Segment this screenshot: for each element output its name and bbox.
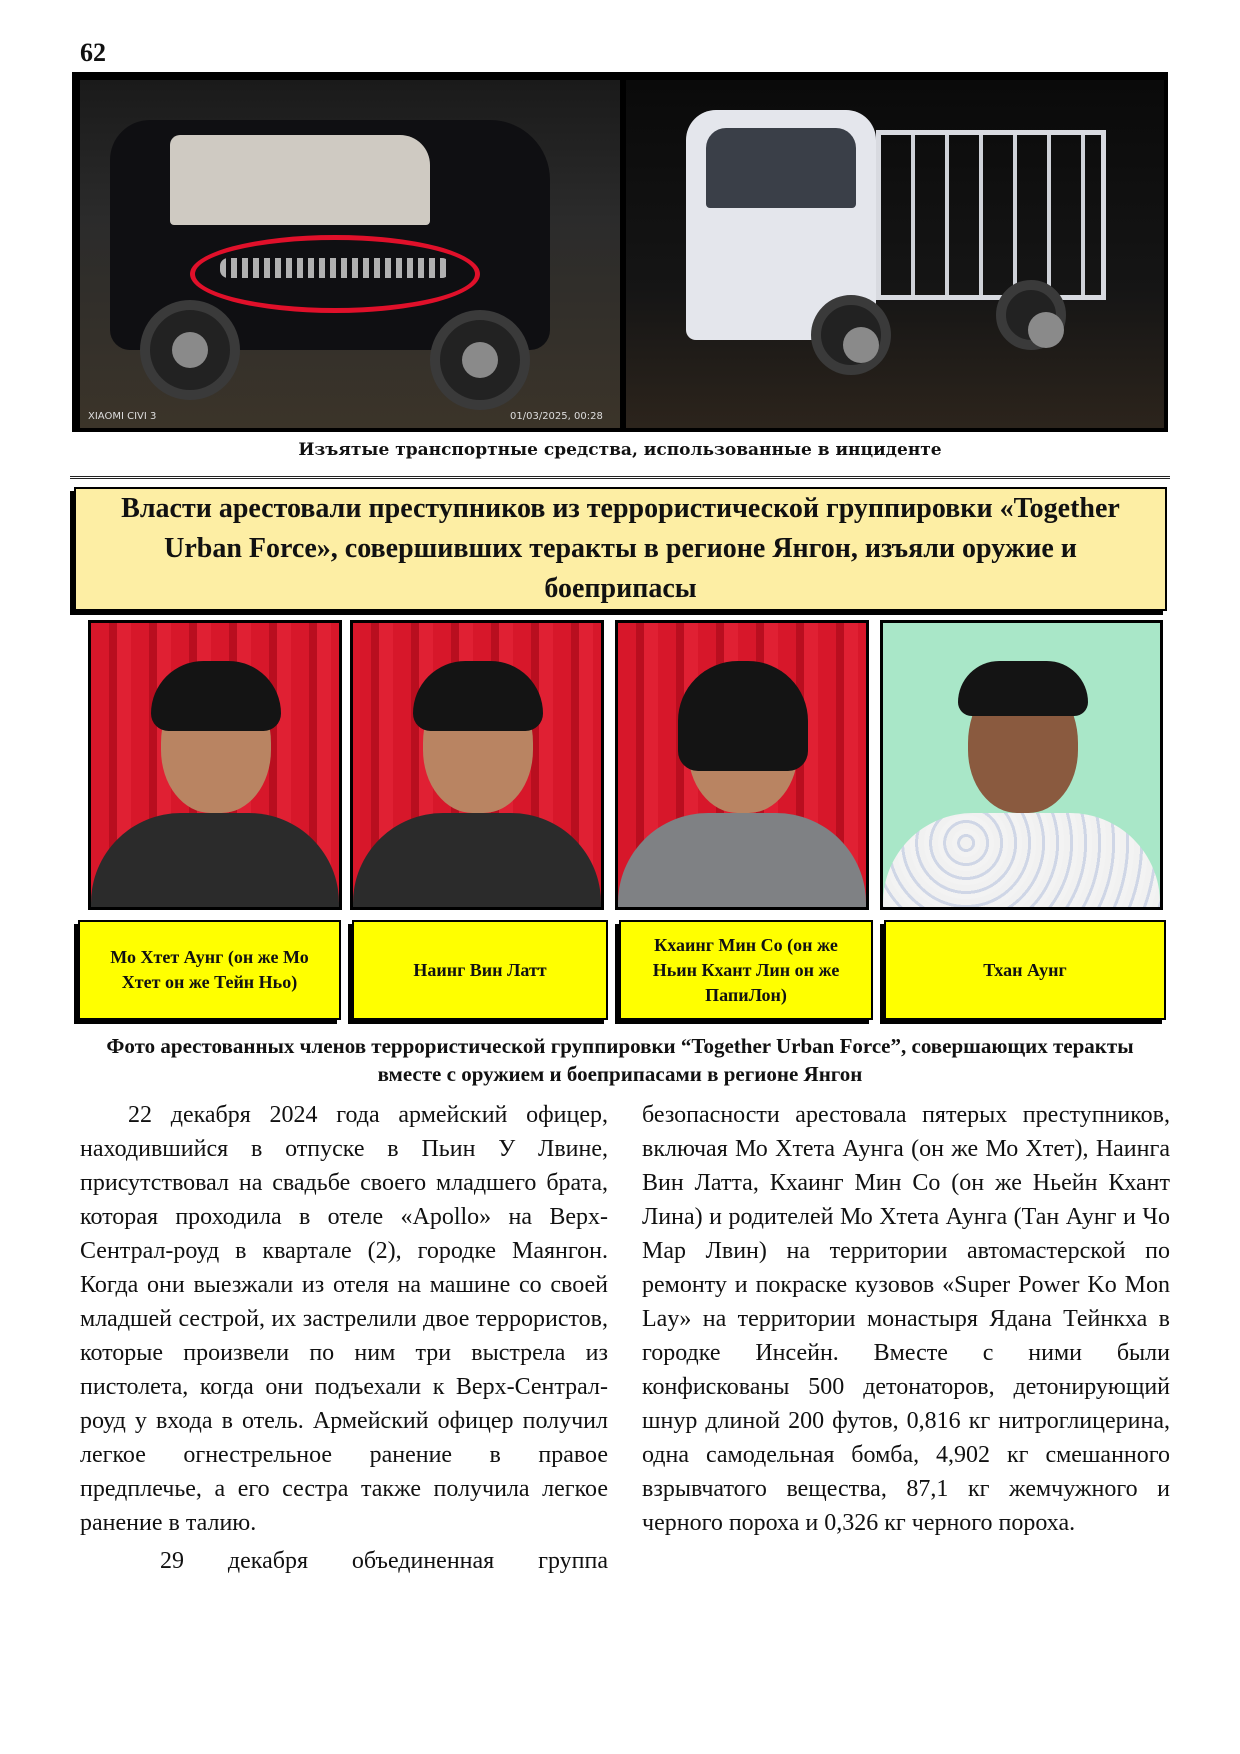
- camera-watermark: XIAOMI CIVI 3: [88, 411, 157, 422]
- camera-timestamp: 01/03/2025, 00:28: [510, 411, 603, 422]
- white-pickup-photo: [626, 80, 1164, 428]
- suspect-photo-3: [615, 620, 869, 910]
- article-paragraph-1: 22 декабря 2024 года армейский офицер, находившийся в отпуске в Пьин У Лвине, присутствовал на свадьбе своего младшего брата, которая проходила в отеле «Apollo» на Верх-Сентрал-роуд в квартале (2), городке Маянгон. Когда они выезжали из отеля на машине со своей младшей сестрой, их застрелили двое террористов, которые произвели по ним три выстрела из пистолета, когда они подъехали к Верх-Сентрал-роуд у входа в отель. Армейский офицер получил легкое огнестрельное ранение в правое предплечье, а его сестра также получила легкое ранение в талию.: [80, 1102, 608, 1536]
- suv-rear-wheel: [430, 310, 530, 410]
- suspect-photo-4: [880, 620, 1163, 910]
- section-divider: [70, 476, 1170, 479]
- torso: [883, 813, 1160, 910]
- article-paragraph-2-start: 29 декабря объединенная группа: [160, 1548, 608, 1574]
- suspect-name-1: Мо Хтет Аунг (он же Мо Хтет он же Тейн Ньо): [78, 920, 341, 1020]
- torso: [353, 813, 601, 910]
- truck-windshield: [706, 128, 856, 208]
- hair: [413, 661, 543, 731]
- hair: [151, 661, 281, 731]
- truck-rear-wheel: [996, 280, 1066, 350]
- vehicle-photos: [72, 72, 1168, 432]
- suspect-name-3: Кхаинг Мин Со (он же Ньин Кхант Лин он же ПапиЛон): [619, 920, 873, 1020]
- headline: Власти арестовали преступников из террористической группировки «Together Urban Force», совершивших теракты в регионе Янгон, изъяли оружие и боеприпасы: [121, 493, 1120, 604]
- headline-box: [74, 487, 1167, 611]
- suspects-caption: Фото арестованных членов террористической группировки “Together Urban Force”, совершающих теракты вместе с оружием и боеприпасами в регионе Янгон: [106, 1034, 1134, 1086]
- article-column-right: [642, 1098, 1170, 1540]
- vehicles-caption: Изъятые транспортные средства, использованные в инциденте: [298, 440, 942, 460]
- suspect-photo-1: [88, 620, 342, 910]
- black-suv-photo: [80, 80, 620, 428]
- article-column-left: [80, 1098, 608, 1578]
- article-paragraph-2-continued: безопасности арестовала пятерых преступников, включая Мо Хтета Аунга (он же Мо Хтет), Наинга Вин Латта, Кхаинг Мин Со (он же Ньейн Кхант Лина) и родителей Мо Хтета Аунга (Тан Аунг и Чо Мар Лвин) на территории автомастерской по ремонту и покраске кузовов «Super Power Ko Mon Lay» на территории монастыря Ядана Тейнкха в городке Инсейн. Вместе с ними были конфискованы 500 детонаторов, детонирующий шнур длиной 200 футов, 0,816 кг нитроглицерина, одна самодельная бомба, 4,902 кг смешанного взрывчатого вещества, 87,1 кг жемчужного и черного пороха и 0,326 кг черного пороха.: [642, 1102, 1170, 1536]
- torso: [91, 813, 339, 910]
- suv-front-wheel: [140, 300, 240, 400]
- torso: [618, 813, 866, 910]
- hair: [678, 661, 808, 771]
- truck-front-wheel: [811, 295, 891, 375]
- suspect-name-2: Наинг Вин Латт: [352, 920, 608, 1020]
- suspect-photo-2: [350, 620, 604, 910]
- hair: [958, 661, 1088, 716]
- truck-cargo-cage: [876, 130, 1106, 300]
- suv-window: [170, 135, 430, 225]
- page-number: 62: [80, 38, 106, 67]
- suspect-name-4: Тхан Аунг: [884, 920, 1166, 1020]
- red-highlight-ellipse: [190, 235, 480, 313]
